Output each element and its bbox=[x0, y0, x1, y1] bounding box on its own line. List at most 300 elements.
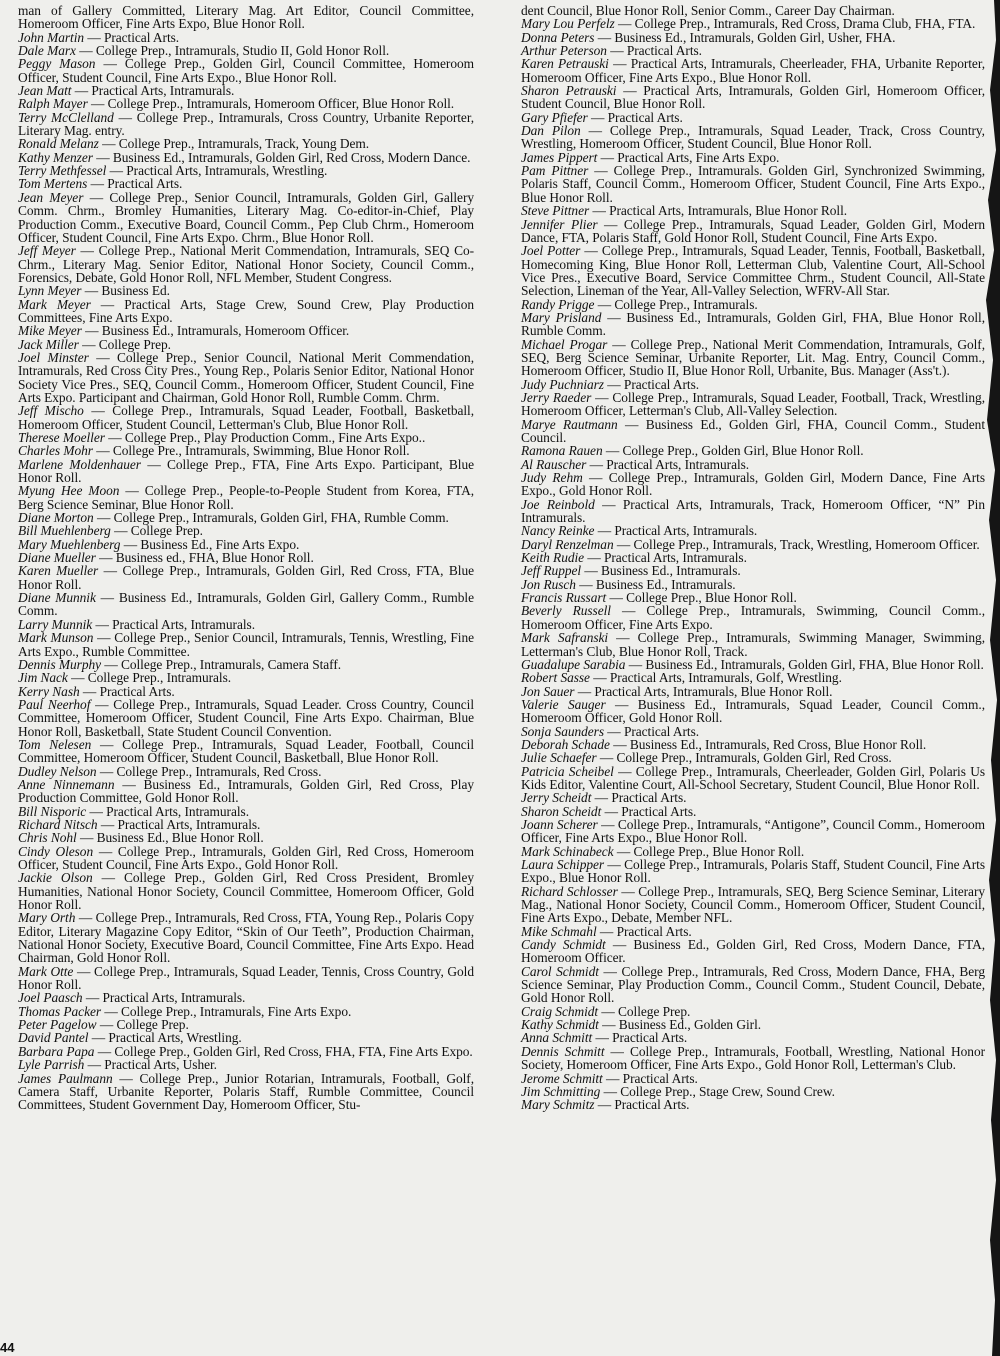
student-name: Al Rauscher bbox=[521, 456, 587, 472]
student-name: Steve Pittner bbox=[521, 203, 590, 219]
separator: — bbox=[605, 937, 634, 953]
student-activities: College Prep., Intramurals, Golden Girl, Red Cross, Homeroom Officer, Student Council, Fine Arts Expo., Gold Honor Roll. bbox=[18, 843, 475, 872]
roster-entry bbox=[521, 551, 985, 564]
roster-entry bbox=[18, 111, 474, 138]
student-activities: College Prep., Intramurals, Squad Leader, Football, Track, Wrestling, Homeroom Officer, Letterman's Club, All-Valley Selection. bbox=[521, 389, 985, 419]
roster-entry bbox=[521, 604, 985, 631]
student-activities: Practical Arts, Intramurals, Cheerleader, FHA, Urbanite Reporter, Homeroom Officer, Fine Arts Expo., Blue Honor Roll. bbox=[521, 56, 985, 85]
separator: — bbox=[580, 243, 602, 259]
separator: — bbox=[587, 109, 608, 125]
student-activities: Business Ed., Intramurals, Golden Girl, Red Cross, Play Production Committee, Gold Honor Roll. bbox=[18, 776, 475, 806]
student-activities: College Prep., Golden Girl, Red Cross President, Bromley Humanities, National Honor Society, Council Committee, Homeroom Officer, Gold Honor Roll. bbox=[18, 870, 475, 913]
student-activities: Practical Arts, Intramurals. bbox=[606, 456, 750, 472]
separator: — bbox=[75, 910, 96, 926]
student-activities: Practical Arts, Usher. bbox=[104, 1057, 217, 1073]
student-name: Tom Nelesen bbox=[18, 736, 92, 752]
separator: — bbox=[614, 16, 635, 32]
separator: — bbox=[88, 349, 117, 365]
separator: — bbox=[603, 376, 624, 392]
separator: — bbox=[594, 296, 615, 312]
separator: — bbox=[598, 1017, 619, 1033]
separator: — bbox=[96, 1017, 117, 1033]
separator: — bbox=[594, 523, 615, 539]
student-name: Kerry Nash bbox=[18, 683, 80, 699]
student-activities: College Prep., Intramurals, Cheerleader, Golden Girl, Polaris Us Kids Editor, Valentine Court, All-School Secretary, Student Council, Blue Honor Roll. bbox=[521, 763, 985, 792]
roster-entry bbox=[521, 725, 985, 738]
student-activities: College Prep., Intramurals, Golden Girl, FHA, Rumble Comm. bbox=[113, 510, 449, 526]
student-name: Joel Paasch bbox=[18, 990, 83, 1006]
student-name: Jackie Olson bbox=[18, 870, 93, 886]
roster-entry bbox=[18, 484, 474, 511]
student-name: Joel Potter bbox=[521, 243, 581, 259]
roster-entry bbox=[521, 164, 985, 204]
student-activities: Practical Arts. bbox=[107, 176, 183, 192]
separator: — bbox=[613, 843, 634, 859]
student-name: Mark Meyer bbox=[18, 296, 91, 312]
separator: — bbox=[113, 109, 137, 125]
roster-entry bbox=[521, 338, 985, 378]
student-activities: College Prep. bbox=[618, 1003, 691, 1019]
roster-entry bbox=[18, 404, 474, 431]
separator: — bbox=[92, 870, 125, 886]
student-name: Barbara Papa bbox=[18, 1043, 95, 1059]
student-activities: Business Ed., Golden Girl. bbox=[618, 1017, 762, 1033]
student-activities: Practical Arts, Intramurals. bbox=[102, 990, 246, 1006]
student-activities: Practical Arts. bbox=[626, 43, 702, 59]
student-activities: Practical Arts, Intramurals. bbox=[112, 616, 255, 632]
student-activities: Practical Arts, Wrestling. bbox=[108, 1030, 242, 1046]
roster-entry bbox=[18, 244, 474, 284]
student-activities: College Prep., Golden Girl, Red Cross, FHA, FTA, Fine Arts Expo. bbox=[114, 1043, 473, 1059]
student-name: Jerry Raeder bbox=[521, 389, 592, 405]
separator: — bbox=[93, 843, 118, 859]
roster-entry bbox=[521, 244, 985, 297]
student-activities: College Prep., Intramurals, Squad Leader, Tennis, Cross Country, Gold Honor Roll. bbox=[18, 963, 474, 993]
separator: — bbox=[598, 1003, 619, 1019]
student-activities: Practical Arts. bbox=[623, 723, 700, 739]
separator: — bbox=[86, 803, 107, 819]
roster-entry bbox=[18, 338, 474, 351]
student-name: Terry McClelland bbox=[18, 109, 114, 125]
student-name: Jennifer Plier bbox=[521, 216, 598, 232]
roster-entry bbox=[18, 738, 474, 765]
roster-entry bbox=[18, 1058, 474, 1071]
roster-entry bbox=[18, 284, 474, 297]
student-name: Candy Schmidt bbox=[521, 937, 606, 953]
student-activities: College Prep., Intramurals, Red Cross, FTA, Young Rep., Polaris Copy Editor, Literary Magazine Copy Editor, “Skin of Our Teeth”, Production Chairman, National Honor Society, Executive Board, Council Committee, Fine Arts Expo. Head Chairman, Gold Honor Roll. bbox=[18, 910, 475, 966]
student-name: Terry Methfessel bbox=[18, 163, 107, 179]
student-activities: College Prep., Play Production Comm., Fine Arts Expo.. bbox=[124, 430, 426, 445]
roster-entry bbox=[18, 765, 474, 778]
separator: — bbox=[88, 1030, 109, 1046]
roster-entry bbox=[18, 31, 474, 44]
separator: — bbox=[93, 510, 114, 526]
torn-edge bbox=[960, 0, 1000, 1356]
student-name: Dudley Nelson bbox=[18, 763, 97, 779]
student-name: Dennis Murphy bbox=[18, 656, 102, 672]
roster-entry bbox=[18, 84, 474, 97]
student-activities: College Prep., Senior Council, Intramurals, Tennis, Wrestling, Fine Arts Expo., Rumble Committee. bbox=[18, 630, 474, 659]
student-activities: College Prep., Junior Rotarian, Intramurals, Football, Golf, Camera Staff, Urbanite Reporter, Polaris Staff, Rumble Committee, Council Committees, Student Government Day, Homeroom Officer, Stu- bbox=[18, 1070, 474, 1113]
roster-entry bbox=[521, 538, 985, 551]
student-name: Sharon Scheidt bbox=[521, 803, 602, 819]
student-activities: College Prep., National Merit Commendation, Intramurals, SEQ Co-Chrm., Literary Mag. Senior Editor, National Honor Society, Council Comm., Forensics, Debate, Gold Honor Roll, NFL Member, Student Congress. bbox=[18, 243, 475, 285]
student-activities: College Pre., Intramurals, Swimming, Blue Honor Roll. bbox=[112, 443, 410, 459]
student-name: Sonja Saunders bbox=[521, 723, 604, 739]
student-activities: College Prep., Intramurals, Squad Leader. Cross Country, Council Committee, Homeroom Officer, Student Council, Fine Arts Expo. Chairman, Blue Honor Roll, Basketball, State Student Council Convention. bbox=[18, 696, 475, 739]
roster-entry bbox=[18, 991, 474, 1004]
separator: — bbox=[91, 736, 123, 752]
roster-entry bbox=[18, 831, 474, 844]
student-name: James Pippert bbox=[521, 149, 598, 165]
separator: — bbox=[588, 163, 614, 179]
roster-entry bbox=[521, 4, 985, 17]
student-name: Daryl Renzelman bbox=[521, 536, 614, 552]
student-name: Jeff Meyer bbox=[18, 243, 76, 259]
student-activities: Practical Arts, Intramurals. bbox=[117, 816, 261, 832]
student-name: Michael Progar bbox=[521, 336, 608, 352]
roster-entry bbox=[18, 1018, 474, 1031]
right-column bbox=[521, 4, 985, 1112]
student-activities: Business Ed., Golden Girl, FHA, Council Comm., Student Council. bbox=[521, 416, 985, 445]
roster-entry bbox=[18, 965, 474, 992]
separator: — bbox=[95, 550, 116, 566]
roster-entry bbox=[521, 1018, 985, 1031]
student-activities: Practical Arts. bbox=[611, 790, 687, 806]
student-activities: Practical Arts. bbox=[612, 1030, 688, 1046]
page-number: 44 bbox=[0, 1340, 15, 1355]
student-activities: Business ed., FHA, Blue Honor Roll. bbox=[115, 550, 314, 566]
student-name: Jon Rusch bbox=[521, 576, 576, 592]
student-name: Marlene Moldenhauer bbox=[18, 456, 141, 472]
student-name: David Pantel bbox=[18, 1030, 89, 1046]
student-name: James Paulmann bbox=[18, 1070, 113, 1086]
separator: — bbox=[93, 630, 115, 646]
student-activities: College Prep., Intramurals, Studio II, Gold Honor Roll. bbox=[95, 43, 390, 59]
student-name: Nancy Reinke bbox=[521, 523, 595, 539]
separator: — bbox=[67, 670, 88, 686]
roster-entry bbox=[521, 738, 985, 751]
roster-entry bbox=[18, 845, 474, 872]
roster-entry bbox=[18, 431, 474, 444]
roster-entry bbox=[521, 1005, 985, 1018]
student-name: Charles Mohr bbox=[18, 443, 93, 459]
separator: — bbox=[71, 83, 92, 99]
separator: — bbox=[617, 883, 639, 899]
separator: — bbox=[120, 536, 141, 552]
roster-entry bbox=[18, 324, 474, 337]
student-activities: Practical Arts. bbox=[616, 923, 692, 939]
student-activities: College Prep., Intramurals, Camera Staff. bbox=[120, 656, 342, 672]
student-name: Jean Matt bbox=[18, 83, 72, 99]
separator: — bbox=[95, 590, 119, 606]
student-name: Jack Miller bbox=[18, 336, 79, 352]
roster-entry bbox=[521, 578, 985, 591]
student-activities: Practical Arts, Intramurals, Blue Honor Roll. bbox=[609, 203, 848, 219]
student-activities: Practical Arts. bbox=[621, 803, 697, 819]
student-activities: Practical Arts, Intramurals, Golf, Wrestling. bbox=[609, 670, 842, 686]
roster-entry bbox=[521, 631, 985, 658]
student-activities: Business Ed., Intramurals, Homeroom Officer. bbox=[101, 323, 350, 339]
student-activities: Practical Arts, Intramurals. bbox=[603, 550, 747, 566]
student-name: Myung Hee Moon bbox=[18, 483, 120, 499]
separator: — bbox=[594, 29, 615, 45]
student-name: Arthur Peterson bbox=[521, 43, 607, 59]
separator: — bbox=[110, 523, 131, 539]
separator: — bbox=[589, 670, 610, 686]
separator: — bbox=[84, 1057, 105, 1073]
student-name: Diane Munnik bbox=[18, 590, 96, 606]
student-name: Peter Pagelow bbox=[18, 1017, 97, 1033]
roster-entry bbox=[521, 1072, 985, 1085]
separator: — bbox=[82, 990, 103, 1006]
separator: — bbox=[598, 963, 622, 979]
student-name: Donna Peters bbox=[521, 29, 595, 45]
separator: — bbox=[592, 1030, 613, 1046]
separator: — bbox=[597, 216, 624, 232]
student-name: Jeff Ruppel bbox=[521, 563, 582, 579]
student-name: Joe Reinbold bbox=[521, 496, 595, 512]
roster-entry bbox=[521, 845, 985, 858]
roster-entry bbox=[521, 885, 985, 925]
separator: — bbox=[104, 430, 125, 445]
separator: — bbox=[580, 123, 610, 139]
student-activities: Practical Arts, Intramurals, Wrestling. bbox=[126, 163, 328, 179]
roster-entry bbox=[18, 44, 474, 57]
student-name: Larry Munnik bbox=[18, 616, 93, 632]
roster-entry bbox=[18, 4, 474, 31]
student-name: Ramona Rauen bbox=[521, 443, 603, 459]
separator: — bbox=[574, 683, 595, 699]
roster-entry bbox=[521, 524, 985, 537]
roster-entry bbox=[18, 631, 474, 658]
separator: — bbox=[84, 29, 104, 45]
student-name: Jim Schmitting bbox=[521, 1083, 601, 1099]
student-activities: College Prep., Intramurals. bbox=[87, 670, 232, 686]
student-name: Carol Schmidt bbox=[521, 963, 599, 979]
roster-entry bbox=[521, 218, 985, 245]
student-activities: College Prep., Senior Council, National Merit Commendation, Intramurals, Red Cross City Pres., Young Rep., Polaris Senior Editor, National Honor Society Vice Pres., SEQ, Council Comm., Homeroom Officer, Student Council, Fine Arts Expo. Participant and Chairman, Gold Honor Roll, Rumble Comm. Chrm. bbox=[18, 349, 474, 405]
student-name: Mark Munson bbox=[18, 630, 94, 646]
student-name: Jon Sauer bbox=[521, 683, 575, 699]
student-activities: College Prep., Intramurals, Homeroom Officer, Blue Honor Roll. bbox=[107, 96, 455, 112]
student-name: Dennis Schmitt bbox=[521, 1043, 605, 1059]
student-name: Dan Pilon bbox=[521, 123, 581, 139]
roster-entry bbox=[18, 57, 474, 84]
roster-entry bbox=[18, 818, 474, 831]
roster-entry bbox=[18, 1072, 474, 1112]
student-name: Chris Nohl bbox=[18, 830, 77, 846]
separator: — bbox=[92, 443, 113, 459]
student-name: John Martin bbox=[18, 29, 85, 45]
student-activities: College Prep., Intramurals, Cross Country, Urbanite Reporter, Literary Mag. entry. bbox=[18, 109, 475, 139]
roster-entry bbox=[18, 151, 474, 164]
student-activities: College Prep., Blue Honor Roll. bbox=[633, 843, 805, 859]
separator: — bbox=[591, 389, 613, 405]
separator: — bbox=[597, 149, 618, 165]
separator: — bbox=[604, 1043, 630, 1059]
student-activities: Business Ed., Intramurals, Golden Girl, FHA, Blue Honor Roll, Rumble Comm. bbox=[521, 309, 985, 339]
roster-entry bbox=[18, 805, 474, 818]
roster-entry bbox=[521, 698, 985, 725]
student-name: Laura Schipper bbox=[521, 857, 605, 872]
separator: — bbox=[605, 696, 638, 712]
roster-entry bbox=[18, 137, 474, 150]
separator: — bbox=[97, 816, 118, 832]
roster-entry bbox=[521, 564, 985, 577]
separator: — bbox=[575, 576, 596, 592]
student-name: Cindy Oleson bbox=[18, 843, 94, 859]
student-activities: Practical Arts, Fine Arts Expo. bbox=[617, 149, 780, 165]
roster-entry bbox=[521, 458, 985, 471]
separator: — bbox=[79, 683, 100, 699]
roster-entry bbox=[521, 685, 985, 698]
roster-entry bbox=[18, 164, 474, 177]
separator: — bbox=[83, 403, 113, 419]
student-name: Kathy Schmidt bbox=[521, 1017, 599, 1033]
student-name: Keith Rudie bbox=[521, 550, 585, 566]
roster-entry bbox=[18, 298, 474, 325]
student-activities: Business Ed., Blue Honor Roll. bbox=[96, 830, 264, 846]
separator: — bbox=[75, 43, 96, 59]
student-activities: College Prep., Intramurals. bbox=[614, 296, 758, 312]
student-activities: College Prep., Intramurals, Swimming, Council Comm., Homeroom Officer, Fine Arts Expo. bbox=[521, 603, 985, 632]
student-activities: College Prep., People-to-People Student from Korea, FTA, Berg Science Seminar, Blue Honor Roll. bbox=[18, 483, 475, 512]
student-name: Deborah Schade bbox=[521, 736, 610, 752]
student-name: Peggy Mason bbox=[18, 56, 96, 72]
separator: — bbox=[597, 816, 618, 832]
roster-entry bbox=[18, 1005, 474, 1018]
roster-entry bbox=[521, 791, 985, 804]
student-name: Therese Moeller bbox=[18, 430, 105, 445]
student-name: Mary Schmitz bbox=[521, 1097, 595, 1113]
student-activities: College Prep., FTA, Fine Arts Expo. Participant, Blue Honor Roll. bbox=[18, 456, 475, 486]
student-activities: College Prep., Intramurals, Golden Girl, Modern Dance, Fine Arts Expo., Gold Honor Roll. bbox=[521, 470, 985, 499]
student-activities: College Prep., Blue Honor Roll. bbox=[626, 590, 797, 606]
student-activities: College Prep., Intramurals, Swimming Manager, Swimming, Letterman's Club, Blue Honor Roll, Track. bbox=[521, 630, 985, 659]
roster-entry bbox=[18, 191, 474, 244]
student-activities: Business Ed., Intramurals. bbox=[595, 576, 736, 592]
student-activities: Practical Arts, Intramurals, Blue Honor Roll. bbox=[594, 683, 833, 699]
separator: — bbox=[604, 857, 625, 872]
student-name: Mary Muehlenberg bbox=[18, 536, 121, 552]
roster-entry bbox=[521, 444, 985, 457]
separator: — bbox=[87, 176, 108, 192]
student-name: Sharon Petrauski bbox=[521, 83, 617, 99]
student-name: Ralph Mayer bbox=[18, 96, 88, 112]
roster-entry bbox=[521, 658, 985, 671]
student-activities: Practical Arts. bbox=[622, 1070, 698, 1086]
roster-entry bbox=[521, 298, 985, 311]
separator: — bbox=[582, 470, 609, 486]
student-activities: College Prep., Intramurals, Red Cross, Drama Club, FHA, FTA. bbox=[634, 16, 976, 32]
student-name: Paul Neerhof bbox=[18, 696, 91, 712]
student-name: Thomas Packer bbox=[18, 1003, 102, 1019]
student-name: Jerome Schmitt bbox=[521, 1070, 603, 1086]
roster-entry bbox=[521, 111, 985, 124]
roster-entry bbox=[521, 751, 985, 764]
separator: — bbox=[78, 336, 99, 352]
student-activities: College Prep., Intramurals, Football, Wrestling, National Honor Society, Homeroom Officer, Fine Arts Expo., Gold Honor Roll, Letterman's Club. bbox=[521, 1043, 985, 1073]
student-activities: Business Ed. bbox=[101, 283, 170, 299]
student-name: Mike Schmahl bbox=[521, 923, 597, 939]
separator: — bbox=[92, 616, 113, 632]
separator: — bbox=[610, 603, 647, 619]
student-activities: College Prep., Intramurals, Squad Leader, Football, Basketball, Homeroom Officer, Student Council, Letterman's Club, Blue Honor Roll. bbox=[18, 403, 475, 432]
student-name: Joel Minster bbox=[18, 349, 89, 365]
student-activities: College Prep., Intramurals, “Antigone”, Council Comm., Homeroom Officer, Fine Arts Expo., Blue Honor Roll. bbox=[521, 816, 986, 846]
roster-entry bbox=[521, 391, 985, 418]
roster-entry bbox=[521, 151, 985, 164]
roster-entry bbox=[521, 591, 985, 604]
separator: — bbox=[87, 96, 108, 112]
student-activities: College Prep. bbox=[116, 1017, 189, 1033]
separator: — bbox=[119, 483, 145, 499]
roster-entry bbox=[521, 498, 985, 525]
separator: — bbox=[601, 309, 627, 325]
separator: — bbox=[594, 1097, 615, 1113]
separator: — bbox=[106, 163, 127, 179]
student-activities: dent Council, Blue Honor Roll, Senior Comm., Career Day Chairman. bbox=[521, 3, 895, 18]
student-name: Randy Prigge bbox=[521, 296, 595, 312]
separator: — bbox=[98, 136, 119, 152]
roster-entry bbox=[521, 858, 985, 885]
student-name: Diane Mueller bbox=[18, 550, 96, 566]
separator: — bbox=[75, 243, 99, 259]
separator: — bbox=[95, 56, 125, 72]
student-activities: Business Ed., Golden Girl, Red Cross, Modern Dance, FTA, Homeroom Officer. bbox=[521, 937, 985, 966]
student-activities: Business Ed., Intramurals, Golden Girl, FHA, Blue Honor Roll. bbox=[645, 656, 984, 672]
student-name: Gary Pfiefer bbox=[521, 109, 588, 125]
roster-entry bbox=[18, 511, 474, 524]
student-activities: Business Ed., Intramurals. bbox=[601, 563, 741, 579]
student-name: Julie Schaefer bbox=[521, 750, 597, 766]
student-name: Mike Meyer bbox=[18, 323, 82, 339]
student-activities: College Prep., Golden Girl, Council Committee, Homeroom Officer, Student Council, Fine Arts Expo., Blue Honor Roll. bbox=[18, 56, 474, 85]
roster-entry bbox=[18, 1045, 474, 1058]
student-activities: Practical Arts, Intramurals. bbox=[106, 803, 249, 819]
student-activities: College Prep., Intramurals, Golden Girl, Red Cross, FTA, Blue Honor Roll. bbox=[18, 563, 474, 592]
separator: — bbox=[616, 83, 644, 99]
student-name: Craig Schmidt bbox=[521, 1003, 599, 1019]
student-activities: College Prep. bbox=[98, 336, 171, 352]
roster-entry bbox=[521, 938, 985, 965]
separator: — bbox=[601, 803, 622, 819]
roster-entry bbox=[18, 524, 474, 537]
separator: — bbox=[613, 536, 634, 552]
student-activities: College Prep. bbox=[130, 523, 203, 539]
separator: — bbox=[586, 456, 607, 472]
student-activities: Practical Arts, Intramurals. bbox=[91, 83, 235, 99]
separator: — bbox=[608, 56, 631, 72]
roster-entry bbox=[18, 444, 474, 457]
separator: — bbox=[140, 456, 168, 472]
roster-entry bbox=[521, 1045, 985, 1072]
student-name: Karen Petrauski bbox=[521, 56, 609, 72]
student-activities: College Prep., Stage Crew, Sound Crew. bbox=[620, 1083, 835, 1099]
roster-entry bbox=[18, 658, 474, 671]
separator: — bbox=[602, 1070, 623, 1086]
student-activities: College Prep., Intramurals, Track, Young Dem. bbox=[118, 136, 370, 152]
separator: — bbox=[94, 1043, 115, 1059]
student-name: Judy Puchniarz bbox=[521, 376, 604, 392]
student-name: Mark Schinabeck bbox=[521, 843, 614, 859]
separator: — bbox=[604, 723, 624, 739]
roster-entry bbox=[521, 378, 985, 391]
separator: — bbox=[96, 763, 117, 779]
roster-entry bbox=[521, 418, 985, 445]
roster-entry bbox=[18, 778, 474, 805]
